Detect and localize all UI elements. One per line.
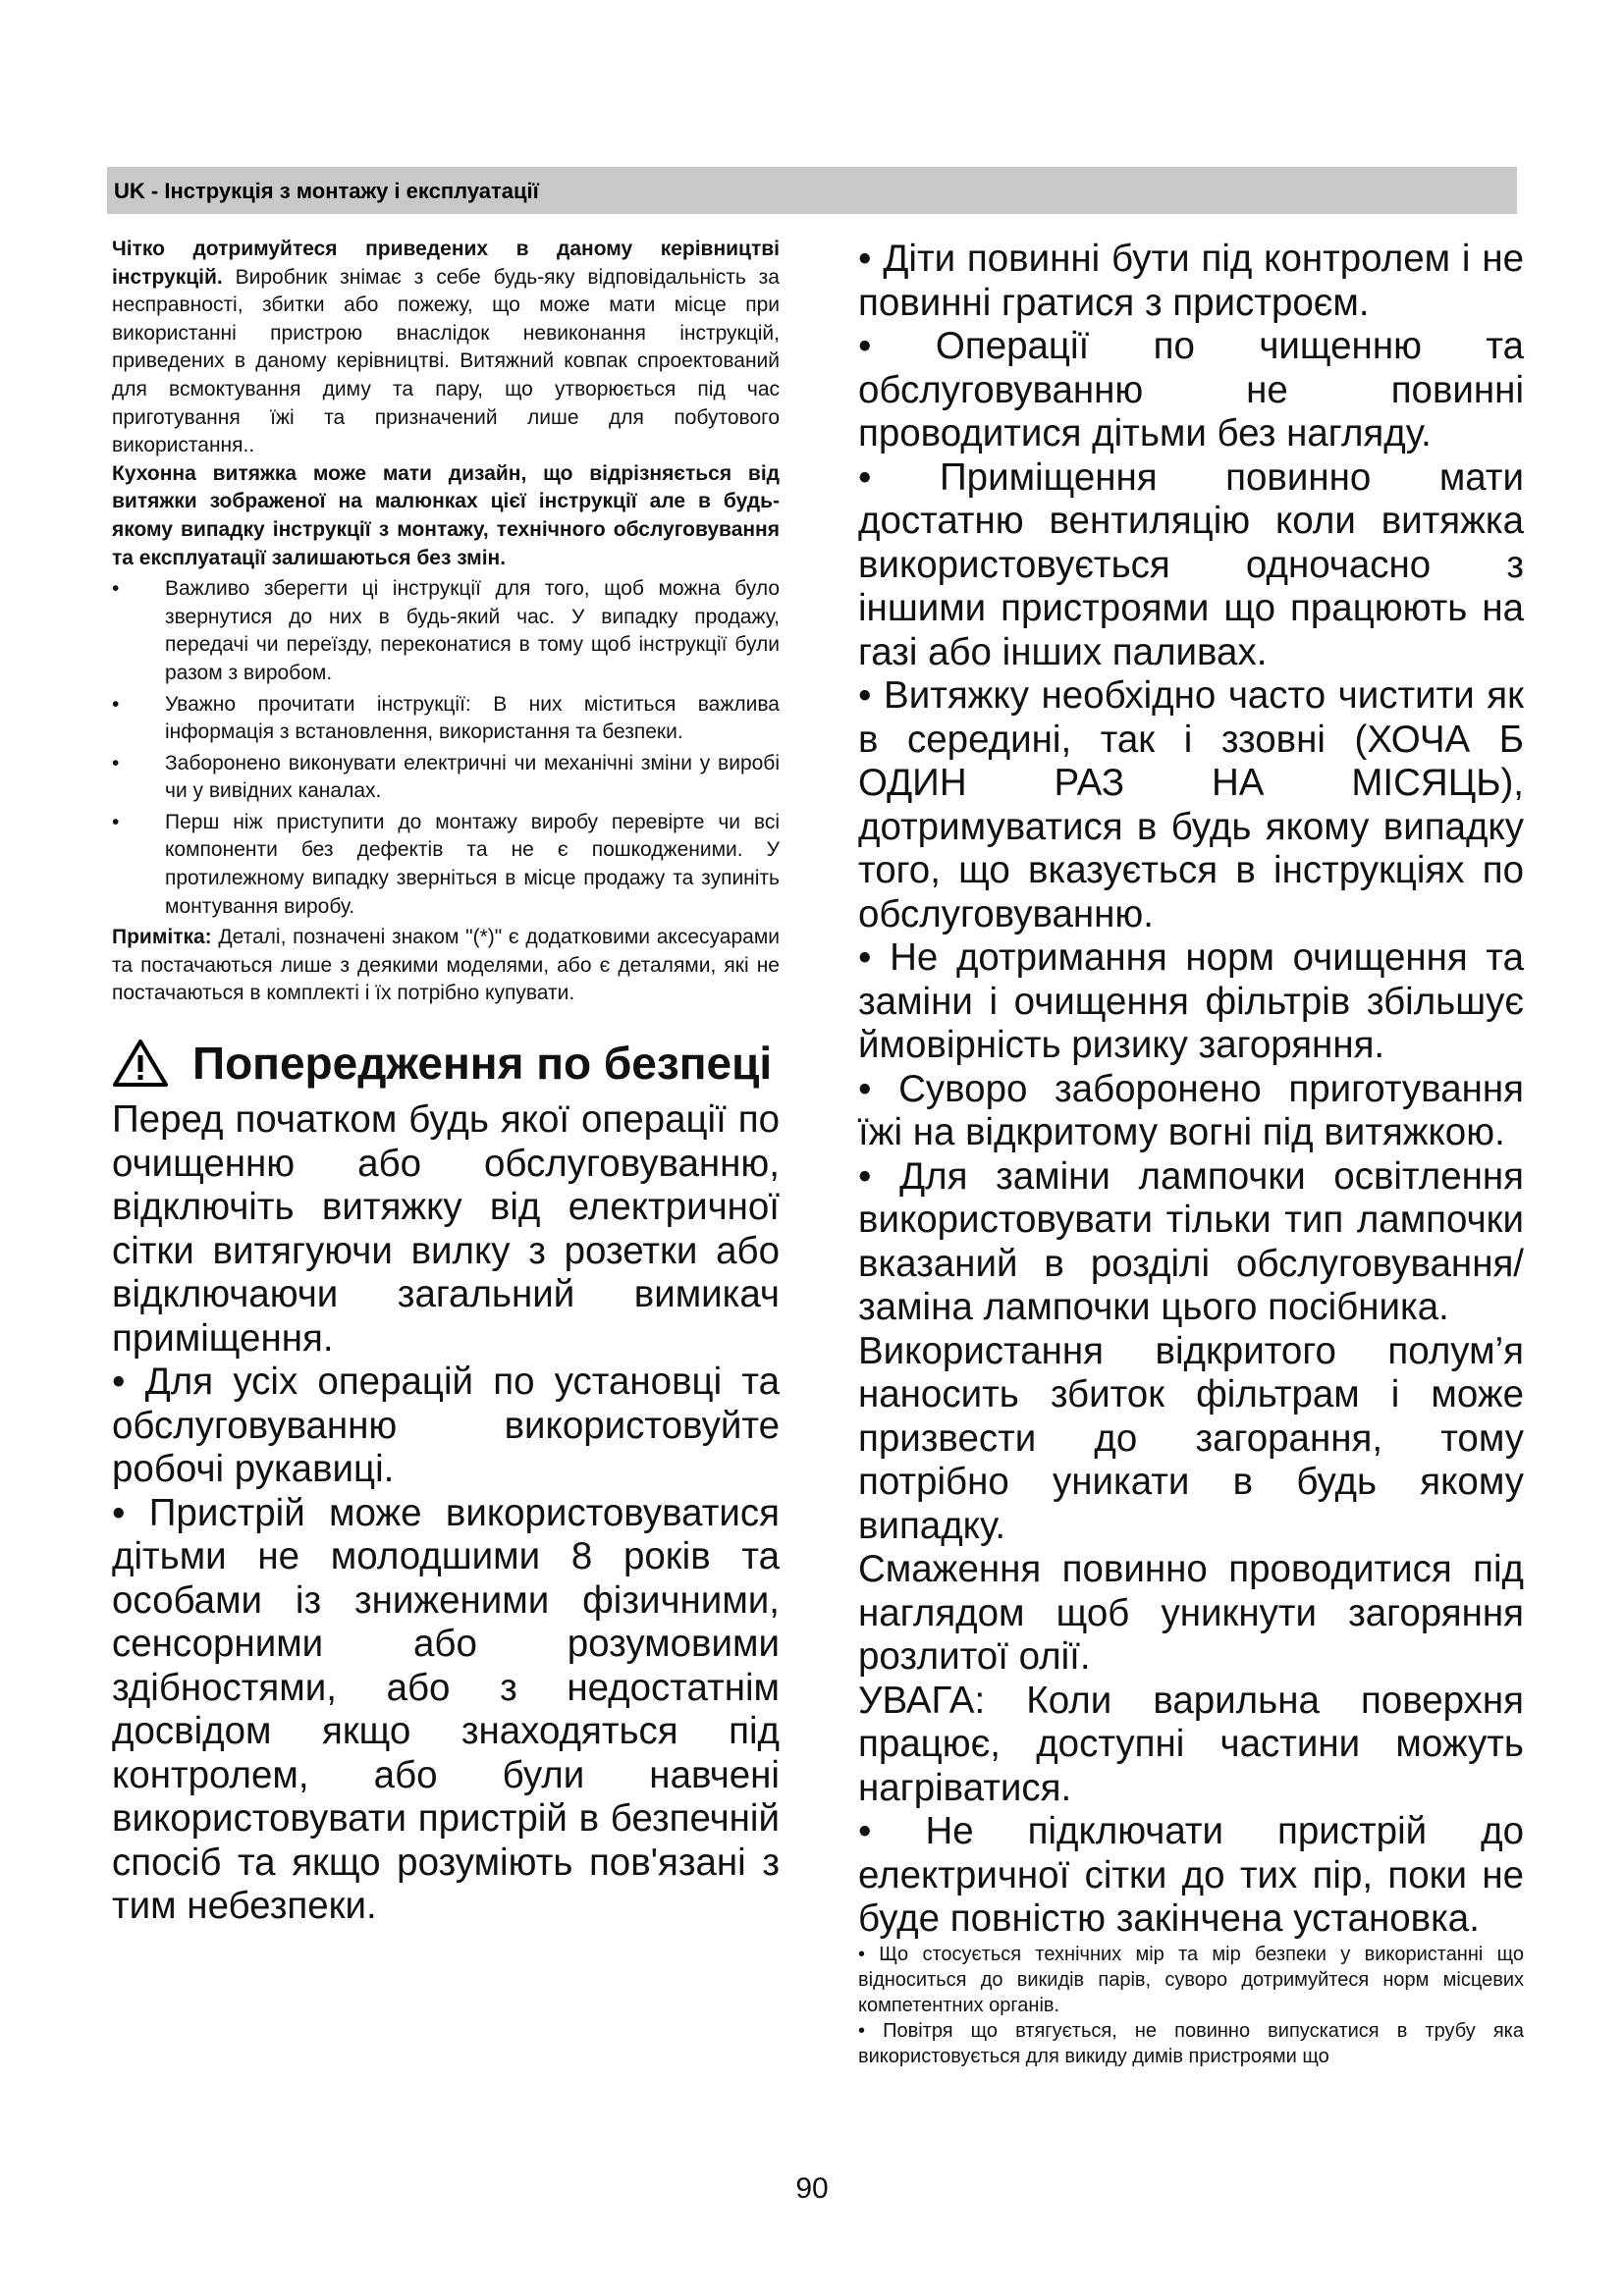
safety-paragraph: Смаження повинно проводитися під наглядом щоб уникнути загоряння розлитої олії.	[858, 1548, 1524, 1678]
bullet-icon: •	[112, 810, 120, 833]
safety-paragraph: • Пристрій може використовуватися дітьми не молодшими 8 років та особами із зниженими фізичними, сенсорними або розумовими здібностями, або з недостатнім досвідом якщо знаходяться під контролем, або були навчені використовувати пристрій в безпечній спосіб та якщо розуміють пов'язані з тим небезпеки.	[112, 1491, 780, 1928]
design-note-text: Кухонна витяжка може мати дизайн, що відрізняється від витяжки зображеної на малюнках цієї інструкції але в будь-якому випадку інструкції з монтажу, технічного обслуговування та експлуатації залишаються без змін.	[112, 461, 780, 569]
list-item	[112, 750, 780, 806]
safety-paragraph: • Не дотримання норм очищення та заміни і очищення фільтрів збільшує ймовірність ризику загоряння.	[858, 936, 1524, 1066]
bullet-icon: •	[112, 692, 120, 716]
accessories-note	[112, 924, 780, 1008]
safety-paragraph: • Операції по чищенню та обслуговуванню не повинні проводитися дітьми без нагляду.	[858, 325, 1524, 454]
list-item-text: Перш ніж приступити до монтажу виробу перевірте чи всі компоненти без дефектів та не є пошкодженими. У протилежному випадку зверніться в місце продажу та зупиніть монтування виробу.	[165, 810, 780, 918]
bullet-icon: •	[112, 751, 120, 774]
safety-paragraph: • Приміщення повинно мати достатню вентиляцію коли витяжка використовується одночасно з іншими пристроями що працюють на газі або інших паливах.	[858, 455, 1524, 673]
safety-paragraph: • Суворо заборонено приготування їжі на відкритому вогні під витяжкою.	[858, 1067, 1524, 1153]
page-header-title: UK - Інструкція з монтажу і експлуатації	[114, 179, 539, 203]
note-label: Примітка:	[112, 926, 212, 949]
list-item	[112, 575, 780, 687]
safety-paragraph: Використання відкритого полум’я наносить збиток фільтрам і може призвести до загорання, тому потрібно уникати в будь якому випадку.	[858, 1329, 1524, 1547]
intro-text: Виробник знімає з себе будь-яку відповідальність за несправності, збитки або пожежу, що може мати місце при використанні пристрою внаслідок невиконання інструкцій, приведених в даному керівництві. Витяжний ковпак спроектований для всмоктування диму та пару, що утворюється під час приготування їжі та призначений лише для побутового використання..	[112, 265, 780, 457]
list-item-text: Важливо зберегти ці інструкції для того, щоб можна було звернутися до них в будь-який час. У випадку продажу, передачі чи переїзду, переконатися в тому щоб інструкції були разом з виробом.	[165, 577, 780, 684]
safety-paragraph: • Для усіх операцій по установці та обслуговуванню використовуйте робочі рукавиці.	[112, 1361, 780, 1491]
safety-paragraph: Перед початком будь якої операції по очищенню або обслуговуванню, відключіть витяжку від електричної сітки витягуючи вилку з розетки або відключаючи загальний вимикач приміщення.	[112, 1098, 780, 1360]
list-item	[112, 809, 780, 921]
safety-heading-text: Попередження по безпеці	[192, 1038, 773, 1090]
bullet-icon: •	[112, 577, 120, 601]
safety-paragraph: • Для заміни лампочки освітлення використовувати тільки тип лампочки вказаний в розділі обслуговування/заміна лампочки цього посібника.	[858, 1154, 1524, 1328]
safety-paragraph: • Діти повинні бути під контролем і не повинні гратися з пристроєм.	[858, 238, 1524, 324]
left-column	[112, 236, 780, 1929]
intro-bold-text: Чітко дотримуйтеся приведених в даному керівництві інструкцій.	[112, 238, 780, 289]
safety-paragraph: УВАГА: Коли варильна поверхня працює, доступні частини можуть нагріватися.	[858, 1679, 1524, 1809]
right-column	[858, 238, 1524, 2069]
intro-bullet-list	[112, 575, 780, 921]
list-item-text: Уважно прочитати інструкції: В них міститься важлива інформація з встановлення, використання та безпеки.	[165, 692, 780, 744]
warning-triangle-icon	[112, 1039, 169, 1088]
note-text: Деталі, позначені знаком "(*)" є додатковими аксесуарами та постачаються лише з деякими моделями, або є деталями, які не постачаються в комплекті і їх потрібно купувати.	[112, 926, 780, 1005]
safety-small-paragraph: • Що стосується технічних мір та мір безпеки у використанні що відноситься до викидів парів, суворо дотримуйтеся норм місцевих компетентних органів.	[858, 1943, 1524, 2016]
safety-paragraph: • Витяжку необхідно часто чистити як в середині, так і ззовні (ХОЧА Б ОДИН РАЗ НА МІСЯЦЬ), дотримуватися в будь якому випадку того, що вказується в інструкціях по обслуговуванню.	[858, 674, 1524, 935]
list-item	[112, 691, 780, 747]
page-number: 90	[795, 2172, 829, 2205]
design-note-paragraph	[112, 460, 780, 572]
safety-paragraph: • Не підключати пристрій до електричної сітки до тих пір, поки не буде повністю закінчена установка.	[858, 1810, 1524, 1940]
intro-paragraph	[112, 236, 780, 460]
list-item-text: Заборонено виконувати електричні чи механічні зміни у виробі чи у вивідних каналах.	[165, 751, 780, 803]
safety-small-paragraph: • Повітря що втягується, не повинно випускатися в трубу яка використовується для викиду димів пристроями що	[858, 2019, 1524, 2067]
safety-heading	[112, 1032, 780, 1095]
